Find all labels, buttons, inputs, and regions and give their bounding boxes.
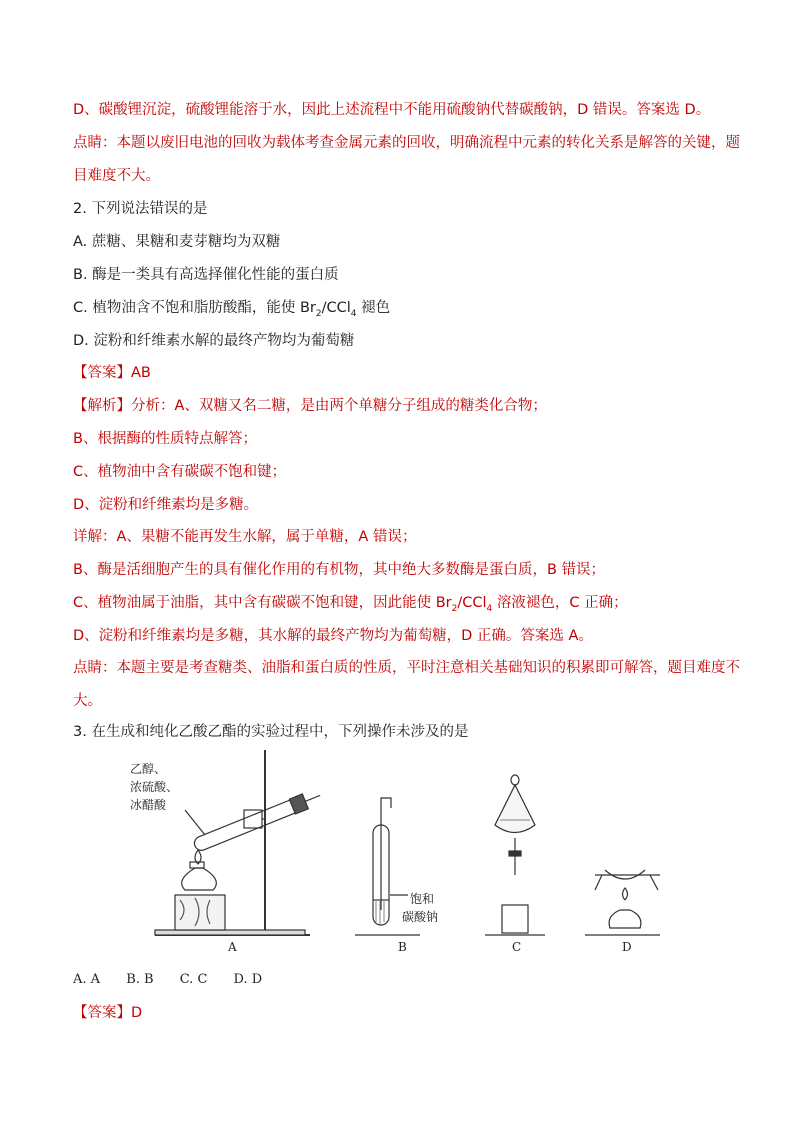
option-a: A. 蔗糖、果糖和麦芽糖均为双糖: [73, 234, 281, 250]
analysis-3: C、植物油中含有碳碳不饱和键；: [73, 464, 287, 480]
option-b: B. 酶是一类具有高选择催化性能的蛋白质: [73, 267, 339, 283]
subscript: 4: [486, 603, 493, 614]
analysis-4: D、淀粉和纤维素均是多糖。: [73, 497, 259, 513]
analysis-1: [73, 396, 547, 416]
option-d: D. D: [233, 972, 263, 987]
detail-4: D、淀粉和纤维素均是多糖，其水解的最终产物均为葡萄糖，D 正确。答案选 A。: [73, 628, 593, 644]
figure-label-c: C: [512, 940, 522, 954]
note-1: 点睛：本题主要是考查糖类、油脂和蛋白质的性质，平时注意相关基础知识的积累即可解答，题目难度不: [73, 660, 740, 676]
analysis-text: 分析：A、双糖又名二糖，是由两个单糖分子组成的糖类化合物；: [131, 398, 547, 414]
option-c-text3: 褪色: [356, 300, 391, 316]
answer-value: AB: [131, 365, 151, 381]
note-2: 大。: [73, 693, 102, 709]
wood-block: [175, 895, 225, 930]
label-leader: [185, 810, 205, 835]
question-3: 3. 在生成和纯化乙酸乙酯的实验过程中，下列操作未涉及的是: [73, 724, 469, 740]
reagent-label-1: 乙醇、: [130, 762, 167, 776]
apparatus-figure: [130, 750, 660, 960]
option-d: D. 淀粉和纤维素水解的最终产物均为葡萄糖: [73, 333, 355, 349]
apparatus-svg: [140, 750, 660, 960]
detail-3-text3: 溶液褪色，C 正确；: [492, 595, 628, 611]
stand-plate: [155, 930, 305, 935]
tube-outlet: [305, 795, 320, 801]
answer-2: [73, 1003, 142, 1023]
figure-label-b: B: [398, 940, 407, 954]
separatory-funnel: [495, 785, 535, 833]
flame-d: [623, 888, 628, 900]
answer-tag: 【答案】: [73, 365, 131, 381]
option-a: A. A: [73, 972, 101, 987]
detail-2: B、酶是活细胞产生的具有催化作用的有机物，其中绝大多数酶是蛋白质，B 错误；: [73, 562, 606, 578]
text-line: 点睛：本题以废旧电池的回收为载体考查金属元素的回收，明确流程中元素的转化关系是解答的关键，题: [73, 135, 740, 151]
burner-top: [182, 868, 217, 890]
answer-tag: 【答案】: [73, 1005, 131, 1021]
figure-label-a: A: [228, 940, 237, 954]
saturated-label-1: 饱和: [410, 892, 435, 906]
options-row: [73, 972, 284, 987]
question-2: 2. 下列说法错误的是: [73, 201, 208, 217]
subscript: 2: [451, 603, 458, 614]
liquid-hatch: [376, 900, 384, 924]
subscript: 2: [315, 308, 322, 319]
reagent-label-3: 冰醋酸: [130, 798, 167, 812]
figure-label-d: D: [622, 940, 632, 954]
detail-3-text: C、植物油属于油脂，其中含有碳碳不饱和键，因此能使 Br: [73, 595, 452, 611]
beaker-c: [502, 905, 528, 933]
answer-1: [73, 363, 151, 383]
saturated-label-2: 碳酸钠: [402, 910, 439, 924]
funnel-stopper: [511, 775, 519, 785]
answer-value: D: [131, 1005, 143, 1021]
tripod-leg: [595, 875, 602, 890]
text-line: 目难度不大。: [73, 168, 160, 184]
detail-3: [73, 593, 628, 619]
test-tube-a: [192, 788, 323, 853]
tube-body: [192, 798, 299, 852]
analysis-tag: 【解析】: [73, 398, 131, 414]
option-c: C. C: [179, 972, 208, 987]
detail-1: 详解：A、果糖不能再发生水解，属于单糖，A 错误；: [73, 529, 417, 545]
tube-stopper: [289, 794, 308, 814]
subscript: 4: [350, 308, 357, 319]
option-b: B. B: [126, 972, 154, 987]
option-c-text: C. 植物油含不饱和脂肪酸酯，能使 Br: [73, 300, 316, 316]
option-c-text2: /CCl: [321, 300, 351, 316]
detail-3-text2: /CCl: [457, 595, 487, 611]
analysis-2: B、根据酶的性质特点解答；: [73, 431, 257, 447]
reagent-label-2: 浓硫酸、: [130, 780, 179, 794]
option-c: [73, 298, 390, 324]
burner-d: [609, 910, 641, 928]
text-line: D、碳酸锂沉淀，硫酸锂能溶于水，因此上述流程中不能用硫酸钠代替碳酸钠，D 错误。答案选 D。: [73, 102, 711, 118]
tripod-leg: [650, 875, 658, 890]
funnel-stopcock: [509, 851, 521, 856]
